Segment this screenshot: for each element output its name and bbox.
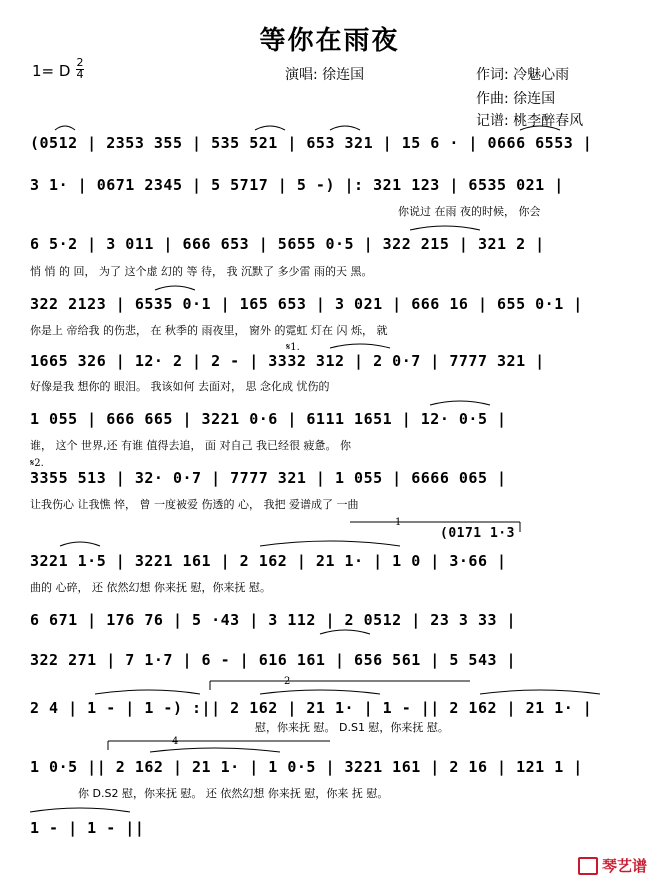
slur xyxy=(95,690,200,694)
watermark xyxy=(578,855,647,876)
slur xyxy=(520,126,560,130)
ending-phrase: (0171 1·3 xyxy=(440,526,515,541)
lyric-row-7: 让我伤心 让我憔 悴， 曾 一度被爱 伤透的 心， 我把 爱谱成了 一曲 xyxy=(30,498,359,511)
volta-bracket-2 xyxy=(210,681,470,690)
slur xyxy=(260,690,380,694)
transcriber-credit: 记谱: 桃李醉春风 xyxy=(476,113,584,129)
notation-row-8: 3221 1·5 | 3221 161 | 2 162 | 21 1· | 1 0 | 3·66 | xyxy=(30,552,507,570)
lyric-row-4: 你是上 帝给我 的伤悲， 在 秋季的 雨夜里， 窗外 的霓虹 灯在 闪 烁， 就 xyxy=(30,324,388,337)
notation-row-5: 1665 326 | 12· 2 | 2 - | 3332 312 | 2 0·7 | 7777 321 | xyxy=(30,352,545,370)
notation-row-4: 322 2123 | 6535 0·1 | 165 653 | 3 021 | 666 16 | 655 0·1 | xyxy=(30,295,583,313)
slur xyxy=(255,126,285,130)
volta-bracket-4 xyxy=(108,741,330,750)
lyric-row-6: 谁， 这个 世界,还 有谁 值得去追， 面 对自己 我已经很 疲惫。 你 xyxy=(30,439,351,452)
lyricist-credit: 作词: 冷魅心雨 xyxy=(476,67,570,83)
song-title: 等你在雨夜 xyxy=(259,26,400,56)
notation-row-11: 2 4 | 1 - | 1 -) :|| 2 162 | 21 1· | 1 - || 2 162 | 21 1· | xyxy=(30,699,593,717)
key-signature: 1= D xyxy=(32,62,71,80)
slur xyxy=(30,808,130,812)
slur xyxy=(320,630,370,634)
volta-label-2: 2 xyxy=(284,676,291,687)
volta-label-4: 4 xyxy=(172,736,179,747)
composer-credit: 作曲: 徐连国 xyxy=(476,91,556,107)
lyric-row-5: 好像是我 想你的 眼泪。 我该如何 去面对， 思 念化成 忧伤的 xyxy=(30,380,330,393)
notation-row-9: 6 671 | 176 76 | 5 ·43 | 3 112 | 2 0512 | 23 3 33 | xyxy=(30,611,517,629)
lyric-row-11: 慰，你来抚 慰。 D.S1 慰，你来抚 慰。 xyxy=(255,721,449,734)
notation-row-12: 1 0·5 || 2 162 | 21 1· | 1 0·5 | 3221 161 | 2 16 | 121 1 | xyxy=(30,758,583,776)
lyric-row-12: 你 D.S2 慰，你来抚 慰。 还 依然幻想 你来抚 慰，你来 抚 慰。 xyxy=(78,787,389,800)
notation-row-13: 1 - | 1 - || xyxy=(30,819,145,837)
piano-logo-icon xyxy=(578,857,598,875)
slur xyxy=(150,748,280,752)
slur xyxy=(330,344,390,348)
time-signature-top: 2 xyxy=(76,56,84,69)
notation-row-3: 6 5·2 | 3 011 | 666 653 | 5655 0·5 | 322 215 | 321 2 | xyxy=(30,235,545,253)
lyric-row-8: 曲的 心碎， 还 依然幻想 你来抚 慰，你来抚 慰。 xyxy=(30,581,271,594)
notation-row-6: 1 055 | 666 665 | 3221 0·6 | 6111 1651 | 12· 0·5 | xyxy=(30,410,507,428)
slur xyxy=(330,126,360,130)
watermark-text: 琴艺谱 xyxy=(601,857,647,875)
slur xyxy=(410,226,480,230)
singer-credit: 演唱: 徐连国 xyxy=(285,67,365,83)
time-signature-bottom: 4 xyxy=(76,68,84,81)
slur xyxy=(260,541,400,546)
slur xyxy=(60,542,100,546)
slur xyxy=(430,401,490,405)
volta-label-1: 1 xyxy=(395,517,402,528)
notation-row-10: 322 271 | 7 1·7 | 6 - | 616 161 | 656 561 | 5 543 | xyxy=(30,651,517,669)
lyric-row-3: 悄 悄 的 回， 为了 这个虚 幻的 等 待， 我 沉默了 多少雷 雨的天 黑。 xyxy=(30,265,373,278)
notation-row-7: 3355 513 | 32· 0·7 | 7777 321 | 1 055 | 6666 065 | xyxy=(30,469,507,487)
segno-marker-1: 𝄋1. xyxy=(286,342,300,353)
slur xyxy=(480,690,600,694)
notation-row-1: (0512 | 2353 355 | 535 521 | 653 321 | 15 6 · | 0666 6553 | xyxy=(30,134,593,152)
slur xyxy=(155,286,195,290)
slur xyxy=(55,126,75,130)
notation-row-2: 3 1· | 0671 2345 | 5 5717 | 5 -) |: 321 123 | 6535 021 | xyxy=(30,176,564,194)
lyric-row-2: 你说过 在雨 夜的时候， 你会 xyxy=(398,205,541,218)
segno-marker-2: 𝄋2. xyxy=(30,458,44,469)
